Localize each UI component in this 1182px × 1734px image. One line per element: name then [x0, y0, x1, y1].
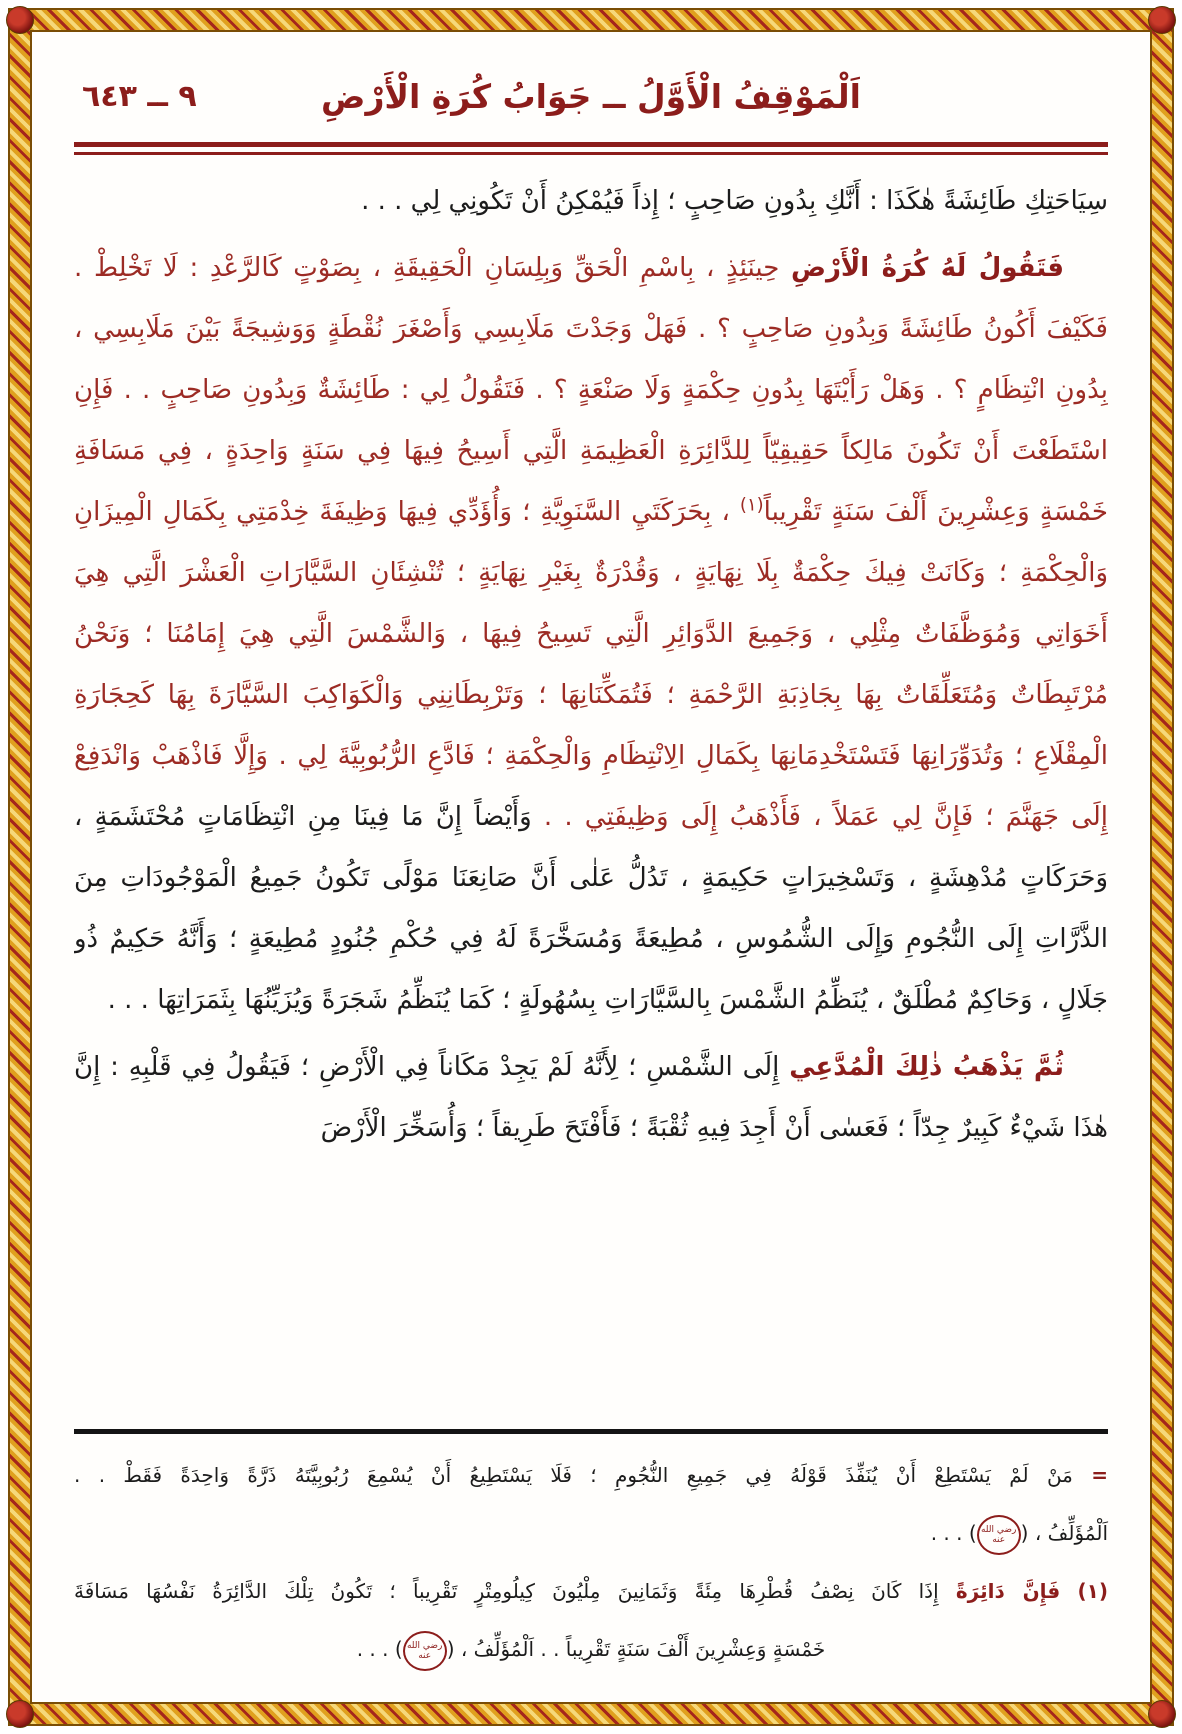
footnote-continuation-line — [74, 1448, 1108, 1502]
corner-knot-icon — [6, 1700, 34, 1728]
paragraph-text: سِيَاحَتِكِ طَائِشَةً هٰكَذَا : أَنَّكِ بِدُونِ صَاحِبٍ ؛ إِذاً فَيُمْكِنُ أَنْ تَكُونِي لِي . . . — [361, 186, 1108, 216]
page-title: اَلْمَوْقِفُ الْأَوَّلُ ــ جَوَابُ كُرَةِ الْأَرْضِ — [321, 77, 861, 116]
narration-text: إِلَى الشَّمْسِ ؛ لِأَنَّهُ لَمْ يَجِدْ مَكَاناً فِي الْأَرْضِ ؛ فَيَقُولُ فِي قَلْبِهِ : إِنَّ هٰذَا شَيْءٌ كَبِيرٌ جِدّاً ؛ فَعَسٰى أَنْ أَجِدَ فِيهِ ثُقْبَةً ؛ فَأَفْتَحَ طَرِيقاً ؛ وَأُسَخِّرَ الْأَرْضَ — [74, 1052, 1108, 1143]
paren-open: ( — [446, 1637, 455, 1661]
author-label: اَلْمُؤَلِّفُ ، — [1034, 1521, 1108, 1545]
footnote-1-line-2 — [74, 1622, 1108, 1676]
footnote-1-marker: (١) — [1077, 1579, 1108, 1603]
page-content — [30, 30, 1152, 1704]
footnote-text: خَمْسَةٍ وَعِشْرِينَ أَلْفَ سَنَةٍ تَقْرِيباً . . — [540, 1637, 826, 1661]
paren-close: ) — [968, 1521, 977, 1545]
trailing-dots: . . . — [356, 1637, 389, 1661]
paragraph-lead: ثُمَّ يَذْهَبُ ذٰلِكَ الْمُدَّعِي — [789, 1052, 1064, 1082]
earth-speech-text: ، بِحَرَكَتَيِ السَّنَوِيَّةِ ؛ وَأُؤَدِّي فِيهَا وَظِيفَةَ خِدْمَتِي بِكَمَالِ الْمِيزَانِ وَالْحِكْمَةِ ؛ وَكَانَتْ فِيكَ حِكْمَةٌ بِلَا نِهَايَةٍ ، وَقُدْرَةٌ بِغَيْرِ نِهَايَةٍ ؛ تُنْشِئَانِ السَّيَّارَاتِ الْعَشْرَ الَّتِي هِيَ أَخَوَاتِي وَمُوَظَّفَاتٌ مِثْلِي ، وَجَمِيعَ الدَّوَائِرِ الَّتِي تَسِيحُ فِيهَا ، وَالشَّمْسَ الَّتِي هِيَ إِمَامُنَا ؛ وَنَحْنُ مُرْتَبِطَاتٌ وَمُتَعَلِّقَاتٌ بِهَا بِجَاذِبَةِ الرَّحْمَةِ ؛ فَتُمَكِّنَانِهَا ؛ وَتَرْبِطَانِنِي وَالْكَوَاكِبَ السَّيَّارَةَ بِهَا كَحِجَارَةِ الْمِقْلَاعِ ؛ وَتُدَوِّرَانِهَا فَتَسْتَخْدِمَانِهَا بِكَمَالِ الِانْتِظَامِ وَالْحِكْمَةِ ؛ فَادَّعِ الرُّبُوبِيَّةَ لِي . وَإِلَّا فَاذْهَبْ وَانْدَفِعْ إِلَى جَهَنَّمَ ؛ فَإِنَّ لِي عَمَلاً ، فَأَذْهَبُ إِلَى وَظِيفَتِي . . — [74, 497, 1108, 832]
trailing-dots: . . . — [930, 1521, 963, 1545]
header-double-rule — [74, 142, 1108, 155]
paragraph-continuation — [74, 171, 1108, 232]
footnote-author-line — [74, 1506, 1108, 1560]
page-body — [74, 171, 1108, 1429]
paragraph-lead: فَتَقُولُ لَهُ كُرَةُ الْأَرْضِ — [790, 253, 1064, 283]
footnote-reference: (١) — [739, 494, 764, 516]
author-seal-stamp-icon: رضي الله عنه — [977, 1515, 1021, 1555]
paragraph-claimant-sun — [74, 1037, 1108, 1159]
footnote-separator-rule — [74, 1429, 1108, 1434]
narration-text: وَأَيْضاً إِنَّ مَا فِينَا مِنِ انْتِظَامَاتٍ مُحْتَشَمَةٍ ، وَحَرَكَاتٍ مُدْهِشَةٍ ، وَتَسْخِيرَاتٍ حَكِيمَةٍ ، تَدُلُّ عَلٰى أَنَّ صَانِعَنَا مَوْلًى تَكُونُ جَمِيعُ الْمَوْجُودَاتِ مِنَ الذَّرَّاتِ إِلَى النُّجُومِ وَإِلَى الشُّمُوسِ ، مُطِيعَةً وَمُسَخَّرَةً لَهُ فِي حُكْمِ جُنُودٍ مُطِيعَةٍ ؛ وَأَنَّهُ حَكِيمٌ ذُو جَلَالٍ ، وَحَاكِمٌ مُطْلَقٌ ، يُنَظِّمُ الشَّمْسَ بِالسَّيَّارَاتِ بِسُهُولَةٍ ؛ كَمَا يُنَظِّمُ شَجَرَةً وَيُزَيِّنُهَا بِثَمَرَاتِهَا . . . — [74, 802, 1108, 1015]
paragraph-earth-reply — [74, 238, 1108, 1031]
footnote-1-line-1 — [74, 1564, 1108, 1618]
corner-knot-icon — [1148, 6, 1176, 34]
page-header — [74, 64, 1108, 136]
earth-speech-text: حِينَئِذٍ ، بِاسْمِ الْحَقِّ وَبِلِسَانِ الْحَقِيقَةِ ، بِصَوْتٍ كَالرَّعْدِ : لَا تَخْلِطْ . فَكَيْفَ أَكُونُ طَائِشَةً وَبِدُونِ صَاحِبٍ ؟ . فَهَلْ وَجَدْتَ مَلَابِسِي وَأَصْغَرَ نُقْطَةٍ وَوَشِيجَةً بَيْنَ مَلَابِسِي ، بِدُونِ انْتِظَامٍ ؟ . وَهَلْ رَأَيْتَهَا بِدُونِ حِكْمَةٍ وَلَا صَنْعَةٍ ؟ . فَتَقُولُ لِي : طَائِشَةٌ وَبِدُونِ صَاحِبٍ . . فَإِنِ اسْتَطَعْتَ أَنْ تَكُونَ مَالِكاً حَقِيقِيّاً لِلدَّائِرَةِ الْعَظِيمَةِ الَّتِي أَسِيحُ فِيهَا فِي سَنَةٍ وَاحِدَةٍ ، فِي مَسَافَةِ خَمْسَةٍ وَعِشْرِينَ أَلْفَ سَنَةٍ تَقْرِيباً — [74, 253, 1108, 527]
footnote-continuation-marker: = — [1091, 1463, 1109, 1487]
paren-open: ( — [1020, 1521, 1029, 1545]
footnotes-section — [74, 1429, 1108, 1680]
footnote-text: مَنْ لَمْ يَسْتَطِعْ أَنْ يُنَفِّذَ قَوْلَهُ فِي جَمِيعِ النُّجُومِ ؛ فَلَا يَسْتَطِيعُ أَنْ يُسْمِعَ رُبُوبِيَّتَهُ ذَرَّةً وَاحِدَةً فَقَطْ . . — [74, 1463, 1073, 1487]
page-number: ٩ ــ ٦٤٣ — [82, 79, 197, 114]
paren-close: ) — [394, 1637, 403, 1661]
author-seal-stamp-icon: رضي الله عنه — [403, 1631, 447, 1671]
author-label: اَلْمُؤَلِّفُ ، — [460, 1637, 535, 1661]
corner-knot-icon — [1148, 1700, 1176, 1728]
footnote-text: إِذَا كَانَ نِصْفُ قُطْرِهَا مِئَةً وَثَمَانِينَ مِلْيُونَ كِيلُومِتْرٍ تَقْرِيباً ؛ تَكُونُ تِلْكَ الدَّائِرَةُ نَفْسُهَا مَسَافَةَ — [74, 1579, 939, 1603]
footnote-1-lead: فَإِنَّ دَائِرَةً — [955, 1579, 1061, 1603]
